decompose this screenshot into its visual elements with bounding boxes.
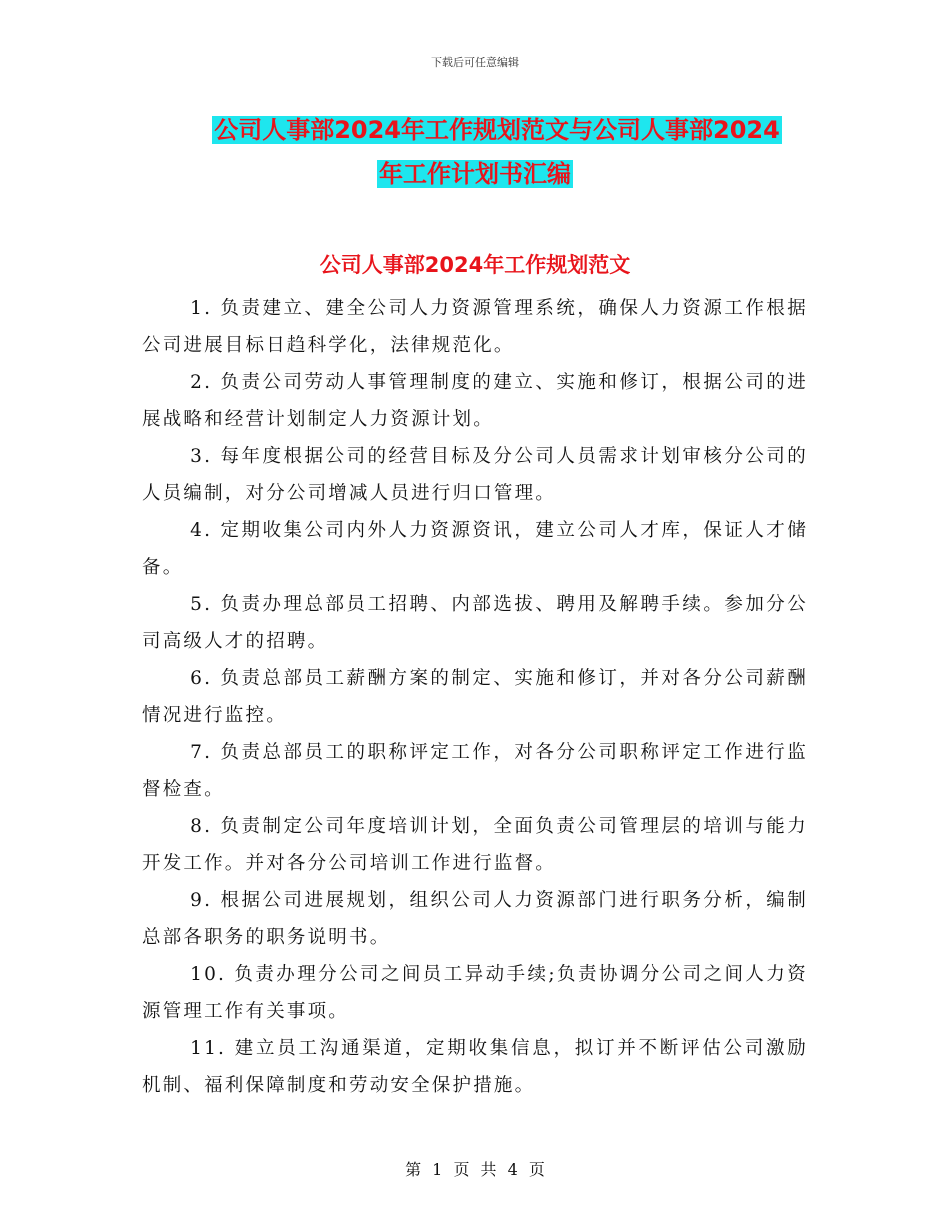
- header-note: 下载后可任意编辑: [431, 56, 519, 69]
- list-item: 3. 每年度根据公司的经营目标及分公司人员需求计划审核分公司的人员编制，对分公司增减人员进行归口管理。: [142, 446, 808, 504]
- list-item: 4. 定期收集公司内外人力资源资讯，建立公司人才库，保证人才储备。: [142, 520, 808, 578]
- body-content: [142, 290, 808, 1104]
- document-title: [0, 108, 950, 196]
- page-footer: 第 1 页 共 4 页: [405, 1160, 545, 1179]
- list-item: 5. 负责办理总部员工招聘、内部选拔、聘用及解聘手续。参加分公司高级人才的招聘。: [142, 594, 808, 652]
- section-title: 公司人事部2024年工作规划范文: [319, 253, 631, 277]
- list-item: 7. 负责总部员工的职称评定工作，对各分公司职称评定工作进行监督检查。: [142, 742, 808, 800]
- list-item: 10. 负责办理分公司之间员工异动手续;负责协调分公司之间人力资源管理工作有关事项。: [142, 964, 808, 1022]
- list-item: 2. 负责公司劳动人事管理制度的建立、实施和修订，根据公司的进展战略和经营计划制定人力资源计划。: [142, 372, 808, 430]
- list-item: 6. 负责总部员工薪酬方案的制定、实施和修订，并对各分公司薪酬情况进行监控。: [142, 668, 808, 726]
- list-item: 11. 建立员工沟通渠道，定期收集信息，拟订并不断评估公司激励机制、福利保障制度和劳动安全保护措施。: [142, 1038, 808, 1096]
- list-item: 1. 负责建立、建全公司人力资源管理系统，确保人力资源工作根据公司进展目标日趋科学化，法律规范化。: [142, 298, 808, 356]
- document-title-line-2: 年工作计划书汇编: [379, 160, 571, 188]
- list-item: 9. 根据公司进展规划，组织公司人力资源部门进行职务分析，编制总部各职务的职务说明书。: [142, 890, 808, 948]
- list-item: 8. 负责制定公司年度培训计划，全面负责公司管理层的培训与能力开发工作。并对各分公司培训工作进行监督。: [142, 816, 808, 874]
- document-title-line-1: 公司人事部2024年工作规划范文与公司人事部2024: [214, 116, 780, 144]
